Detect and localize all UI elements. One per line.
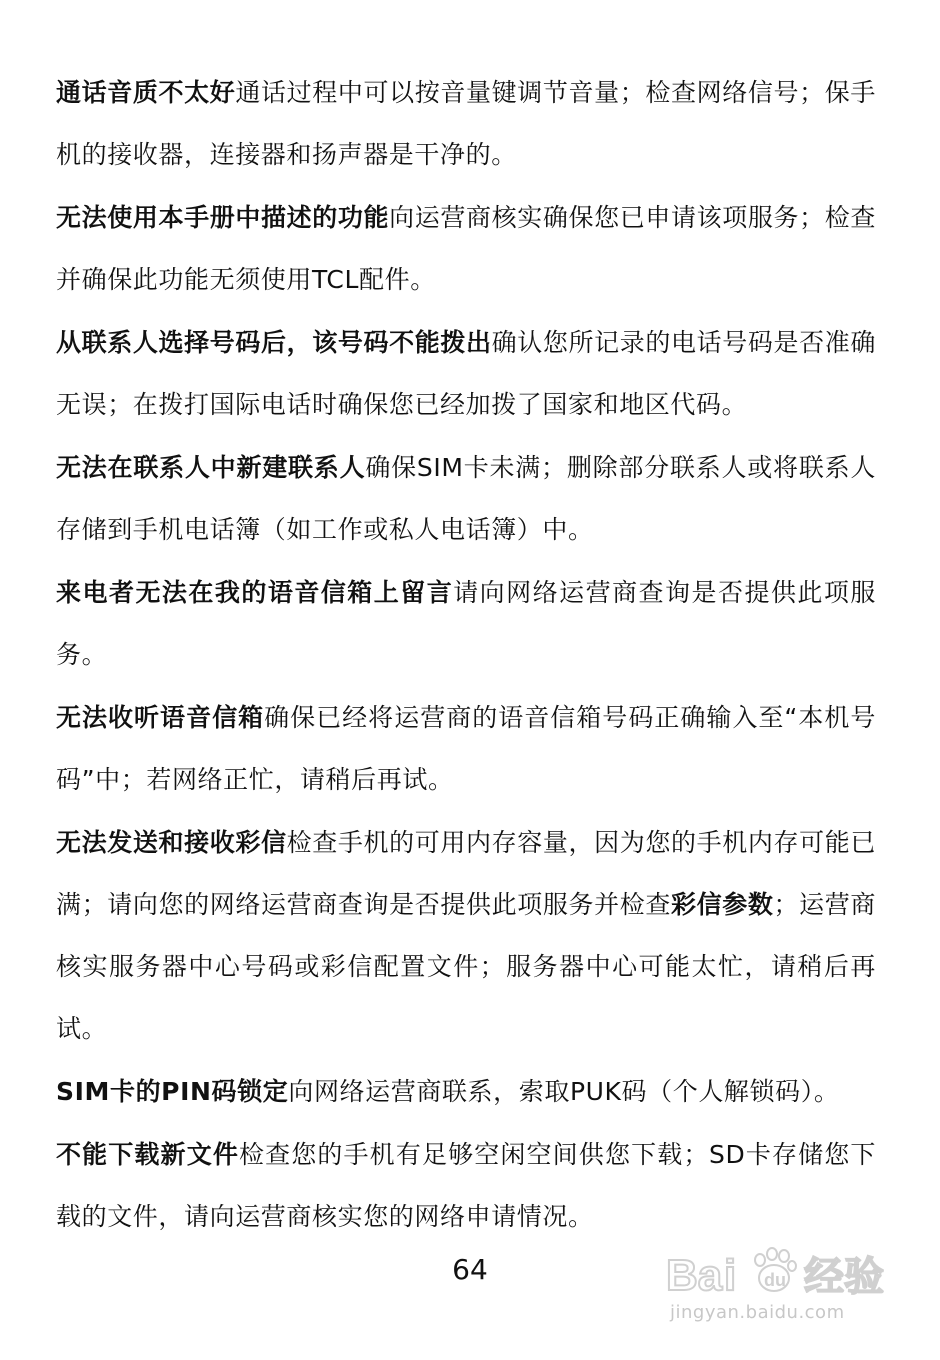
- entry-text: 检查您的手机有足够空闲空间供您下载；SD卡存储您下载的文件，请向运营商核实您的网络申请情况。: [56, 1140, 876, 1231]
- troubleshooting-entry: [56, 1061, 876, 1123]
- svg-text:i: i: [724, 1251, 737, 1300]
- watermark-url: jingyan.baidu.com: [670, 1302, 845, 1323]
- svg-text:经验: 经验: [804, 1254, 884, 1300]
- entry-topic: 从联系人选择号码后，该号码不能拨出: [56, 328, 492, 357]
- entry-text: 确保已经将运营商的语音信箱号码正确输入至“本机号码”中；若网络正忙，请稍后再试。: [56, 703, 876, 794]
- entry-text: 请向网络运营商查询是否提供此项服务。: [56, 578, 876, 669]
- troubleshooting-list: [56, 62, 876, 1249]
- troubleshooting-entry: [56, 687, 876, 811]
- troubleshooting-entry: [56, 1124, 876, 1248]
- entry-topic: SIM卡的PIN码锁定: [56, 1077, 289, 1106]
- entry-topic: 来电者无法在我的语音信箱上留言: [56, 578, 454, 607]
- page-number: 64: [452, 1253, 488, 1286]
- entry-topic: 无法在联系人中新建联系人: [56, 453, 366, 482]
- entry-text: 通话过程中可以按音量键调节音量；检查网络信号；保手机的接收器，连接器和扬声器是干净的。: [56, 78, 876, 169]
- troubleshooting-entry: [56, 312, 876, 436]
- troubleshooting-entry: [56, 187, 876, 311]
- entry-emphasis: 彩信参数: [671, 890, 774, 919]
- entry-topic: 不能下载新文件: [56, 1140, 239, 1169]
- entry-text: 检查手机的可用内存容量，因为您的手机内存可能已满；请向您的网络运营商查询是否提供此项服务并检查: [56, 828, 876, 919]
- entry-topic: 无法发送和接收彩信: [56, 828, 287, 857]
- baidu-jingyan-watermark: [664, 1244, 894, 1334]
- entry-text: 确认您所记录的电话号码是否准确无误；在拨打国际电话时确保您已经加拨了国家和地区代码。: [56, 328, 876, 419]
- troubleshooting-entry: [56, 562, 876, 686]
- entry-text: ；运营商核实服务器中心号码或彩信配置文件；服务器中心可能太忙，请稍后再试。: [56, 890, 877, 1043]
- entry-topic: 通话音质不太好: [56, 78, 236, 107]
- troubleshooting-entry: [56, 437, 876, 561]
- troubleshooting-entry: [56, 62, 876, 186]
- entry-text: 确保SIM卡未满；删除部分联系人或将联系人存储到手机电话簿（如工作或私人电话簿）中。: [56, 453, 876, 544]
- baidu-paw-icon: [664, 1244, 894, 1306]
- entry-topic: 无法使用本手册中描述的功能: [56, 203, 390, 232]
- troubleshooting-entry: [56, 812, 876, 1060]
- entry-text: 向运营商核实确保您已申请该项服务；检查并确保此功能无须使用TCL配件。: [56, 203, 876, 294]
- entry-topic: 无法收听语音信箱: [56, 703, 265, 732]
- entry-text: 向网络运营商联系，索取PUK码（个人解锁码）。: [288, 1077, 840, 1106]
- svg-text:du: du: [764, 1270, 786, 1290]
- svg-text:Ba: Ba: [666, 1251, 723, 1300]
